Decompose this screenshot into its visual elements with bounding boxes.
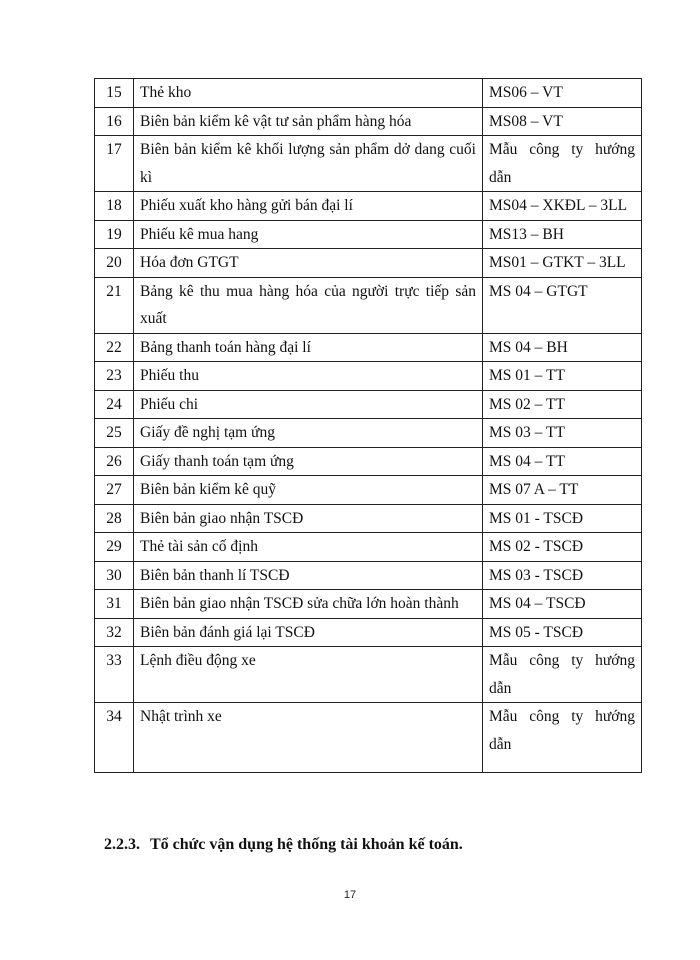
form-code: MS 01 – TT (483, 362, 642, 391)
document-name: Giấy thanh toán tạm ứng (134, 447, 483, 476)
row-number: 25 (95, 419, 134, 448)
table-row (95, 476, 642, 505)
row-number: 28 (95, 504, 134, 533)
row-number: 18 (95, 192, 134, 221)
row-number: 30 (95, 561, 134, 590)
form-code: MS 04 – BH (483, 333, 642, 362)
document-name: Phiếu chi (134, 390, 483, 419)
table-row (95, 504, 642, 533)
form-code: MS 04 – TT (483, 447, 642, 476)
document-name: Biên bản kiểm kê khối lượng sản phẩm dở dang cuối kì (134, 136, 483, 192)
table-row (95, 561, 642, 590)
row-number: 24 (95, 390, 134, 419)
form-code: MS13 – BH (483, 220, 642, 249)
document-name: Biên bản kiểm kê quỹ (134, 476, 483, 505)
table-row (95, 703, 642, 773)
document-name: Hóa đơn GTGT (134, 249, 483, 278)
table-row (95, 362, 642, 391)
form-code: Mẫu công ty hướng dẫn (483, 136, 642, 192)
table-row (95, 107, 642, 136)
row-number: 31 (95, 590, 134, 619)
section-title: Tổ chức vận dụng hệ thống tài khoản kế toán. (150, 836, 463, 853)
table-row (95, 192, 642, 221)
document-name: Bảng kê thu mua hàng hóa của người trực tiếp sản xuất (134, 277, 483, 333)
row-number: 15 (95, 79, 134, 108)
table-row (95, 390, 642, 419)
document-name: Phiếu thu (134, 362, 483, 391)
row-number: 20 (95, 249, 134, 278)
table-row (95, 333, 642, 362)
form-code: MS04 – XKĐL – 3LL (483, 192, 642, 221)
document-name: Biên bản giao nhận TSCĐ (134, 504, 483, 533)
form-code: MS06 – VT (483, 79, 642, 108)
form-code: Mẫu công ty hướng dẫn (483, 703, 642, 773)
row-number: 27 (95, 476, 134, 505)
table-row (95, 447, 642, 476)
row-number: 29 (95, 533, 134, 562)
document-name: Biên bản đánh giá lại TSCĐ (134, 618, 483, 647)
form-code: MS 07 A – TT (483, 476, 642, 505)
document-name: Biên bản kiểm kê vật tư sản phẩm hàng hóa (134, 107, 483, 136)
section-heading (104, 834, 463, 856)
form-code: MS 05 - TSCĐ (483, 618, 642, 647)
row-number: 21 (95, 277, 134, 333)
row-number: 26 (95, 447, 134, 476)
form-code: MS 03 – TT (483, 419, 642, 448)
table-row (95, 249, 642, 278)
document-name: Biên bản giao nhận TSCĐ sửa chữa lớn hoàn thành (134, 590, 483, 619)
form-code: MS08 – VT (483, 107, 642, 136)
document-name: Nhật trình xe (134, 703, 483, 773)
table-row (95, 277, 642, 333)
section-number: 2.2.3. (104, 836, 140, 853)
form-code: MS 01 - TSCĐ (483, 504, 642, 533)
page-number: 17 (343, 889, 357, 901)
document-table (94, 78, 642, 773)
document-name: Phiếu kê mua hang (134, 220, 483, 249)
document-name: Phiếu xuất kho hàng gửi bán đại lí (134, 192, 483, 221)
document-name: Bảng thanh toán hàng đại lí (134, 333, 483, 362)
row-number: 23 (95, 362, 134, 391)
table-row (95, 419, 642, 448)
form-code: MS01 – GTKT – 3LL (483, 249, 642, 278)
row-number: 16 (95, 107, 134, 136)
table-row (95, 647, 642, 703)
row-number: 22 (95, 333, 134, 362)
table-row (95, 79, 642, 108)
document-name: Lệnh điều động xe (134, 647, 483, 703)
document-name: Thẻ tài sản cố định (134, 533, 483, 562)
row-number: 34 (95, 703, 134, 773)
table-row (95, 533, 642, 562)
table-row (95, 618, 642, 647)
form-code: MS 04 – TSCĐ (483, 590, 642, 619)
form-code: MS 03 - TSCĐ (483, 561, 642, 590)
table-row (95, 590, 642, 619)
table-row (95, 136, 642, 192)
document-name: Biên bản thanh lí TSCĐ (134, 561, 483, 590)
document-name: Thẻ kho (134, 79, 483, 108)
form-code: Mẫu công ty hướng dẫn (483, 647, 642, 703)
form-code: MS 04 – GTGT (483, 277, 642, 333)
form-code: MS 02 – TT (483, 390, 642, 419)
row-number: 33 (95, 647, 134, 703)
row-number: 32 (95, 618, 134, 647)
form-code: MS 02 - TSCĐ (483, 533, 642, 562)
document-name: Giấy đề nghị tạm ứng (134, 419, 483, 448)
table-row (95, 220, 642, 249)
row-number: 17 (95, 136, 134, 192)
row-number: 19 (95, 220, 134, 249)
